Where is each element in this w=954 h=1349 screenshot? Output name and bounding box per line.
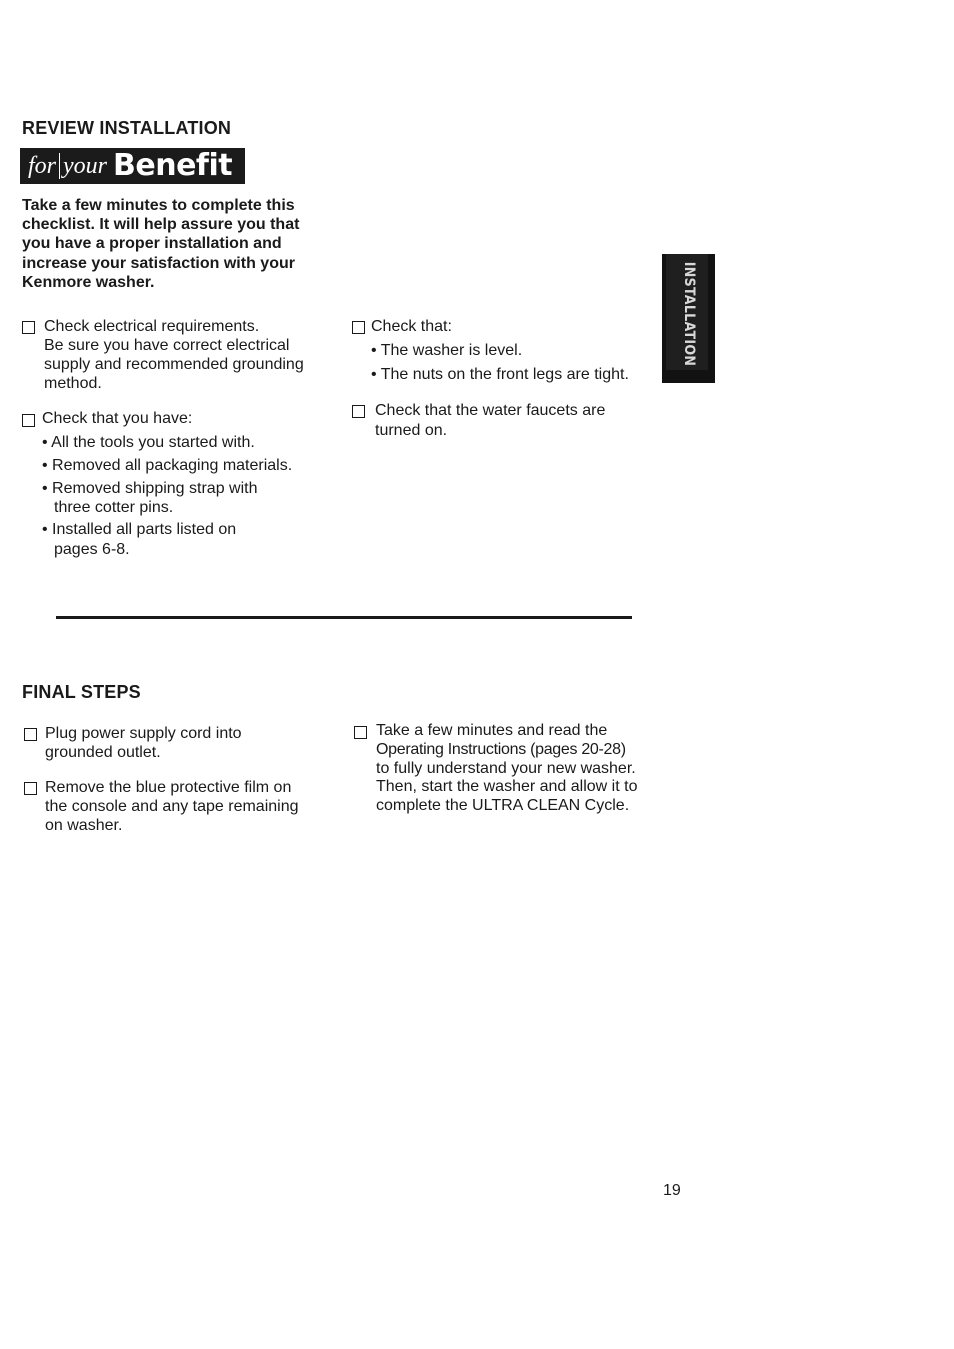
review-installation-heading: REVIEW INSTALLATION	[22, 118, 232, 138]
bullet-shipping-strap: • Removed shipping strap with	[42, 480, 258, 497]
plug-power-line-2: grounded outlet.	[45, 744, 161, 761]
electrical-line-2: Be sure you have correct electrical	[44, 337, 290, 354]
read-instructions-line-3: to fully understand your new washer.	[376, 760, 636, 777]
bullet-tools: • All the tools you started with.	[42, 434, 255, 451]
checkbox-remove-film[interactable]	[24, 782, 37, 795]
banner-benefit-text: Benefit	[113, 148, 233, 183]
banner-for-text: for	[28, 153, 57, 179]
plug-power-line-1: Plug power supply cord into	[45, 725, 242, 742]
checkbox-water-faucets[interactable]	[352, 405, 365, 418]
check-that-title: Check that:	[371, 318, 452, 335]
section-divider	[56, 616, 632, 619]
checkbox-read-instructions[interactable]	[354, 726, 367, 739]
remove-film-line-3: on washer.	[45, 817, 123, 834]
checkbox-electrical[interactable]	[22, 321, 35, 334]
installation-side-tab	[662, 254, 715, 383]
electrical-line-4: method.	[44, 375, 102, 392]
banner-divider	[59, 153, 60, 179]
checkbox-check-you-have[interactable]	[22, 414, 35, 427]
final-steps-heading: FINAL STEPS	[22, 682, 141, 702]
intro-paragraph: Take a few minutes to complete this checklist. It will help assure you that you have a proper installation and increase your satisfaction with your Kenmore washer.	[22, 197, 300, 291]
read-instructions-line-4: Then, start the washer and allow it to	[376, 778, 638, 795]
bullet-nuts-tight: • The nuts on the front legs are tight.	[371, 366, 629, 383]
water-faucets-line-1: Check that the water faucets are	[375, 402, 606, 419]
read-instructions-line-2: Operating Instructions (pages 20-28)	[376, 741, 626, 758]
for-your-benefit-banner	[20, 148, 245, 184]
water-faucets-line-2: turned on.	[375, 422, 448, 439]
banner-your-text: your	[63, 153, 108, 179]
electrical-line-1: Check electrical requirements.	[44, 318, 260, 335]
bullet-packaging: • Removed all packaging materials.	[42, 457, 293, 474]
read-instructions-line-5: complete the ULTRA CLEAN Cycle.	[376, 797, 630, 814]
check-you-have-title: Check that you have:	[42, 410, 193, 427]
read-instructions-line-1: Take a few minutes and read the	[376, 722, 608, 739]
page-number: 19	[663, 1182, 681, 1199]
bullet-shipping-strap-cont: three cotter pins.	[54, 499, 174, 516]
bullet-installed-parts: • Installed all parts listed on	[42, 521, 237, 538]
remove-film-line-2: the console and any tape remaining	[45, 798, 299, 815]
electrical-line-3: supply and recommended grounding	[44, 356, 304, 373]
remove-film-line-1: Remove the blue protective film on	[45, 779, 292, 796]
bullet-installed-parts-cont: pages 6-8.	[54, 541, 130, 558]
checkbox-check-that[interactable]	[352, 321, 365, 334]
checkbox-plug-power[interactable]	[24, 728, 37, 741]
bullet-washer-level: • The washer is level.	[371, 342, 523, 359]
side-tab-label: INSTALLATION	[681, 261, 697, 367]
